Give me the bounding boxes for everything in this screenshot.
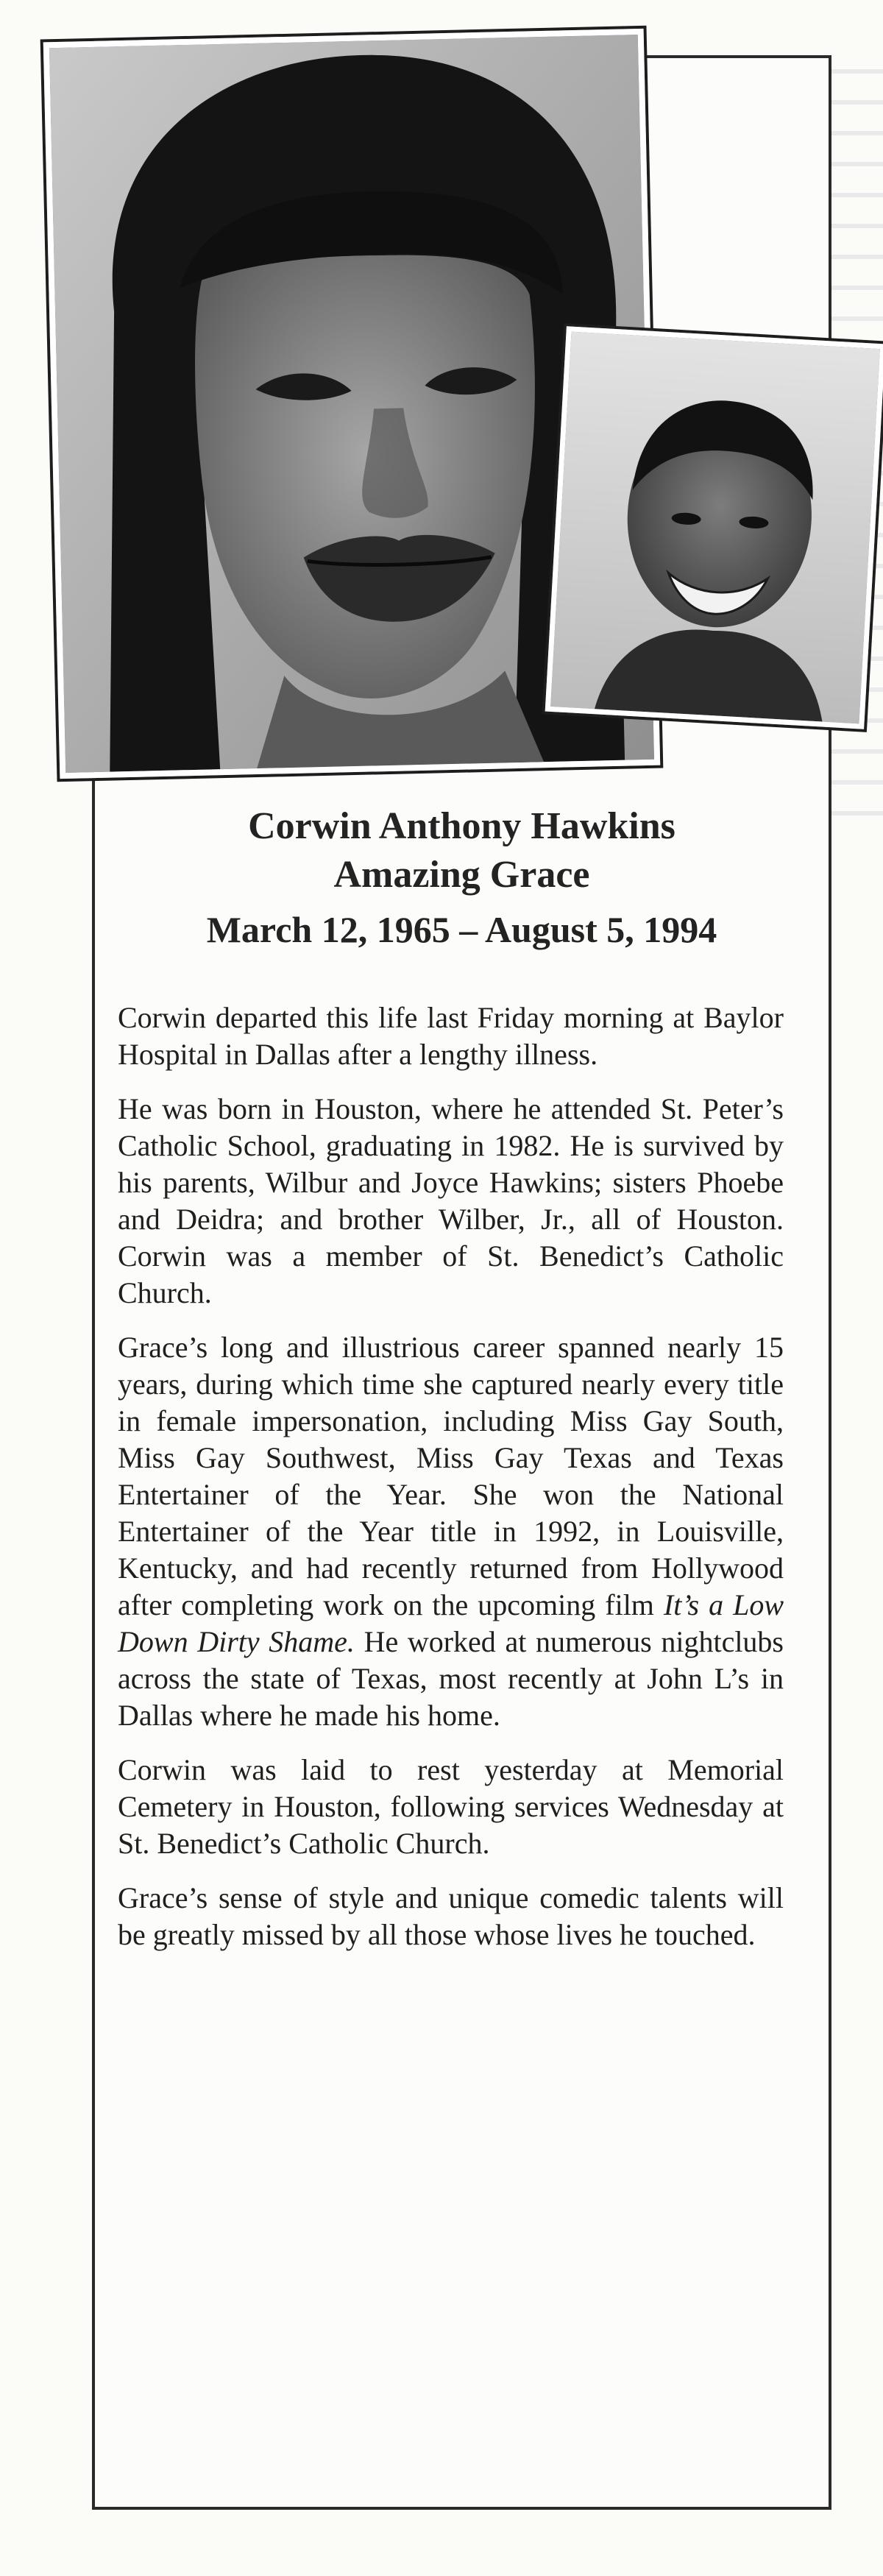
paragraph-family: He was born in Houston, where he attended St. Peter’s Catholic School, graduating in 1982. He is survived by his parents, Wilbur and Joyce Hawkins; sisters Phoebe and Deidra; and brother Wilber, Jr., all of Houston. Corwin was a member of St. Benedict’s Catholic Church.: [118, 1092, 784, 1309]
portrait-photo-icon: [550, 332, 880, 724]
career-text-start: Grace’s long and illustrious career spanned nearly 15 years, during which time she captured nearly every title in female impersonation, including Miss Gay South, Miss Gay Southwest, Miss Gay Texas and Texas Entertainer of the Year. She won the National Entertainer of the Year title in 1992, in Louisville, Kentucky, and had recently returned from Hollywood after completing work on the upcoming film: [118, 1331, 784, 1621]
paragraph-death-notice: Corwin departed this life last Friday morning at Baylor Hospital in Dallas after a lengthy illness.: [118, 1001, 784, 1071]
career-text-end: He worked at numerous nightclubs across the state of Texas, most recently at John L’s in Dallas where he made his home.: [118, 1625, 784, 1732]
obituary-heading: [99, 802, 824, 955]
secondary-portrait-photo: [545, 326, 883, 729]
paragraph-career: [118, 1329, 784, 1734]
paragraph-burial: Corwin was laid to rest yesterday at Memorial Cemetery in Houston, following services Wednesday at St. Benedict’s Catholic Church.: [118, 1753, 784, 1860]
person-name: Corwin Anthony Hawkins: [248, 805, 675, 847]
stage-name: Amazing Grace: [333, 854, 590, 896]
obituary-body: [118, 999, 784, 1971]
life-dates: March 12, 1965 – August 5, 1994: [206, 909, 717, 950]
paragraph-tribute: Grace’s sense of style and unique comedic talents will be greatly missed by all those whose lives he touched.: [118, 1881, 784, 1951]
film-title: It’s a Low Down Dirty Shame.: [118, 1588, 784, 1658]
